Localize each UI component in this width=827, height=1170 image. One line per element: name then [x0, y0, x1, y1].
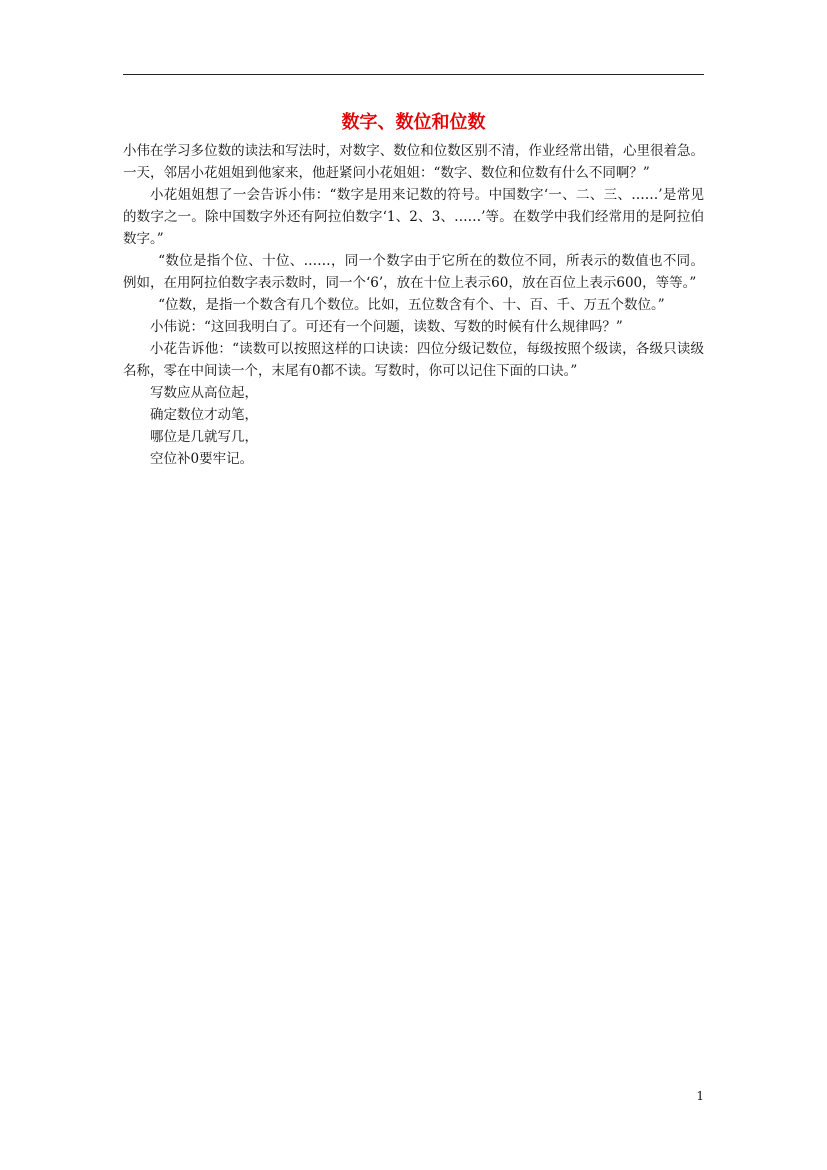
header-rule	[123, 74, 704, 75]
paragraph-digits: 小花姐姐想了一会告诉小伟：“数字是用来记数的符号。中国数字‘一、二、三、……’是常见的数字之一。除中国数字外还有阿拉伯数字‘1、2、3、……’等。在数学中我们经常用的是阿拉伯数字。”	[123, 187, 704, 247]
poem-line-4: 空位补0要牢记。	[150, 451, 254, 467]
document-title: 数字、数位和位数	[341, 112, 486, 133]
paragraph-place-value: “数位是指个位、十位、……，同一个数字由于它所在的数位不同，所表示的数值也不同。例如，在用阿拉伯数字表示数时，同一个‘6’，放在十位上表示60，放在百位上表示600，等等。”	[123, 253, 704, 291]
paragraph-intro: 小伟在学习多位数的读法和写法时，对数字、数位和位数区别不清，作业经常出错，心里很着急。一天，邻居小花姐姐到他家来，他赶紧问小花姐姐：“数字、数位和位数有什么不同啊？”	[123, 143, 704, 181]
document-body	[123, 140, 704, 470]
paragraph-number-of-digits: “位数，是指一个数含有几个数位。比如，五位数含有个、十、百、千、万五个数位。”	[158, 297, 665, 313]
paragraph-reading-rule: 小花告诉他：“读数可以按照这样的口诀读：四位分级记数位，每级按照个级读，各级只读级名称，零在中间读一个，末尾有0都不读。写数时，你可以记住下面的口诀。”	[123, 341, 704, 379]
poem-line-1: 写数应从高位起，	[150, 385, 258, 401]
poem-line-2: 确定数位才动笔，	[150, 407, 258, 423]
page-number: 1	[696, 1089, 704, 1103]
poem-line-3: 哪位是几就写几，	[150, 429, 258, 445]
paragraph-question: 小伟说：“这回我明白了。可还有一个问题，读数、写数的时候有什么规律吗？”	[150, 319, 623, 335]
